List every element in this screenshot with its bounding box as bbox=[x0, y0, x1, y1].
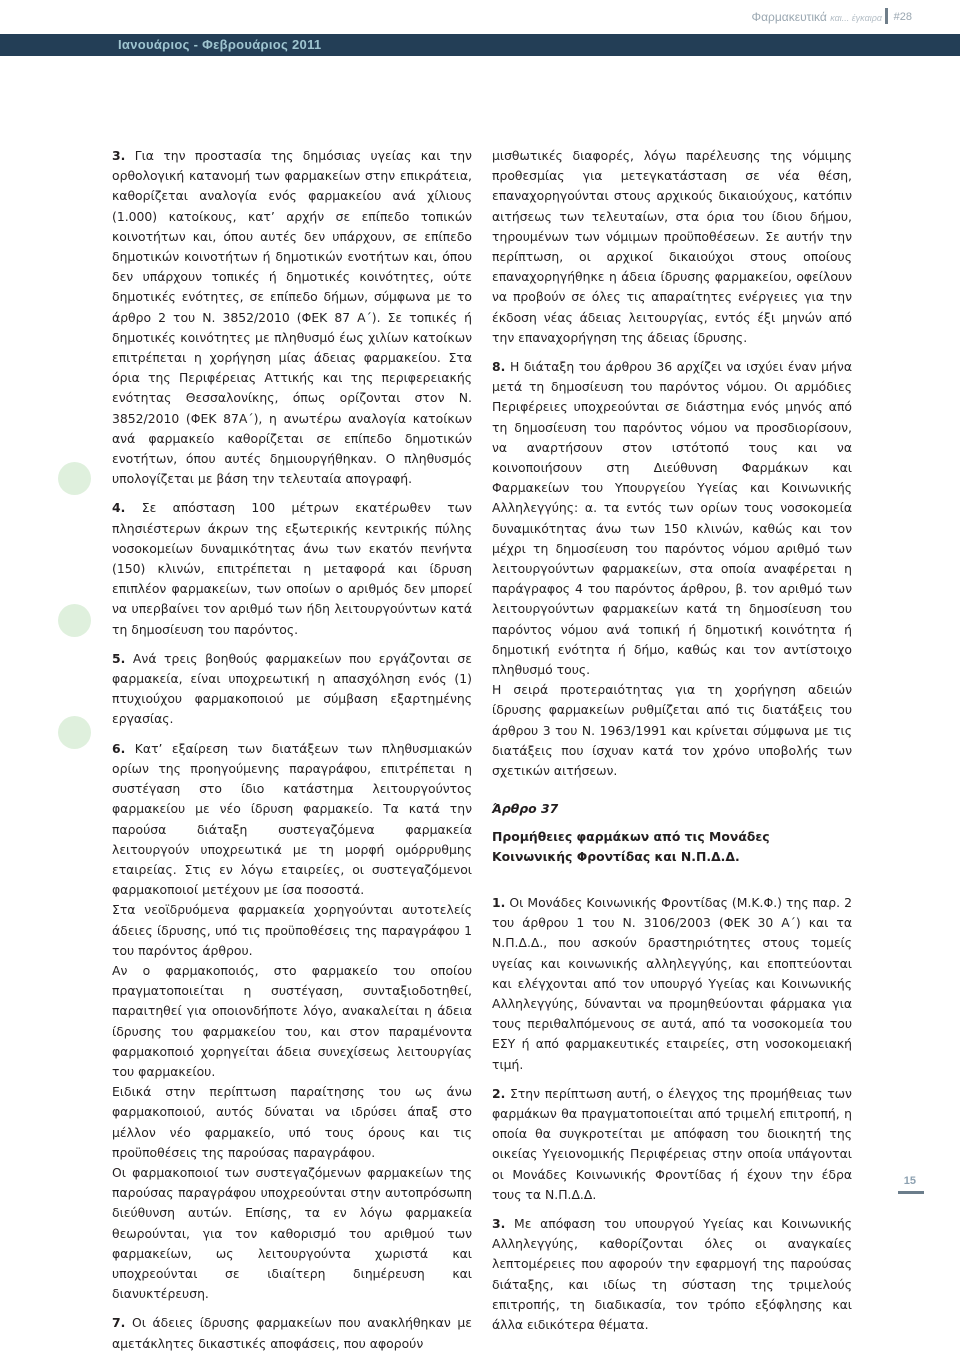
paragraph bbox=[112, 146, 472, 489]
issue-date: Ιανουάριος - Φεβρουάριος 2011 bbox=[118, 37, 322, 52]
paragraph bbox=[112, 1313, 472, 1353]
paragraph-number: 4. bbox=[112, 500, 126, 516]
paragraph-number: 6. bbox=[112, 740, 126, 756]
paragraph-number: 8. bbox=[492, 359, 506, 375]
paragraph-text: Στα νεοϊδρυόμενα φαρμακεία χορηγούνται αυτοτελείς άδειες ίδρυσης, υπό τις προϋποθέσεις της παραγράφου 1 του παρόντος άρθρου. bbox=[112, 902, 472, 958]
paragraph-number: 5. bbox=[112, 650, 126, 666]
paragraph-number: 3. bbox=[112, 148, 126, 163]
page-number: 15 bbox=[903, 1175, 916, 1187]
paragraph bbox=[112, 649, 472, 730]
decorative-dot bbox=[58, 716, 91, 749]
paragraph bbox=[112, 1082, 472, 1163]
paragraph bbox=[112, 961, 472, 1082]
magazine-name: Φαρμακευτικά bbox=[751, 10, 827, 24]
paragraph-text: μισθωτικές διαφορές, λόγω παρέλευσης της νόμιμης προθεσμίας για μετεγκατάσταση σε νέα θέση, επαναχορηγούνται στους αρχικούς δικαιούχους, κατόπιν αιτήσεως των τελευταίων, στα όρια του ίδιου δήμου, τηρουμένων των νόμιμων προϋποθέσεων. Σε αυτήν την περίπτωση, οι αρχικοί δικαιούχοι στους οποίους επαναχορηγήθηκε η άδεια ίδρυσης φαρμακείου, οφείλουν να προβούν σε όλες τις απαραίτητες ενέργειες για την έκδοση νέας άδειας λειτουργίας, εντός έξι μηνών από την επαναχορήγηση της άδειας ίδρυσης. bbox=[492, 148, 852, 345]
paragraph bbox=[112, 498, 472, 639]
header-divider bbox=[885, 8, 888, 24]
decorative-dot bbox=[58, 604, 91, 637]
date-band bbox=[0, 34, 960, 56]
paragraph bbox=[492, 893, 852, 1075]
article-label: Άρθρο 37 bbox=[492, 801, 559, 817]
paragraph bbox=[492, 1214, 852, 1335]
paragraph bbox=[112, 1163, 472, 1304]
paragraph bbox=[492, 146, 852, 348]
magazine-subtitle: και... έγκαιρα bbox=[830, 13, 882, 23]
paragraph-text: Σε απόσταση 100 μέτρων εκατέρωθεν των πλησιέστερων άκρων της εξωτερικής κεντρικής πύλης νοσοκομείων δυναμικότητας άνω των εκατόν πενήντα (150) κλινών, επιτρέπεται η μεταφορά και ίδρυση επιπλέον φαρμακείων, των οποίων ο αριθμός δεν μπορεί να υπερβαίνει τον αριθμό των ήδη λειτουργούντων κατά τη δημοσίευση του παρόντος. bbox=[112, 500, 472, 637]
paragraph bbox=[492, 357, 852, 680]
paragraph-text: Η σειρά προτεραιότητας για τη χορήγηση αδειών ίδρυσης φαρμακείων ρυθμίζεται από τις διατάξεις του άρθρου 3 του Ν. 1963/1991 και κρίνεται σύμφωνα με τις διατάξεις που ίσχυαν κατά τον χρόνο υποβολής των σχετικών αιτήσεων. bbox=[492, 682, 852, 779]
paragraph bbox=[492, 1084, 852, 1205]
paragraph bbox=[112, 900, 472, 961]
article-title: Προμήθειες φαρμάκων από τις Μονάδες Κοινωνικής Φροντίδας και Ν.Π.Δ.Δ. bbox=[492, 828, 770, 864]
decorative-dot bbox=[58, 462, 91, 495]
page-number-bar bbox=[898, 1191, 924, 1194]
left-column bbox=[112, 146, 472, 1363]
magazine-title bbox=[752, 10, 882, 24]
paragraph-text: Οι φαρμακοποιοί των συστεγαζόμενων φαρμακείων της παρούσας παραγράφου υποχρεούνται στην αυτοπρόσωπη διεύθυνση αυτών. Επίσης, τα εν λόγω φαρμακεία θεωρούνται, για τον καθορισμό του αριθμού των φαρμακείων, ως λειτουργούντα χωριστά και υποχρεούνται σε ιδιαίτερη διηµέρευση και διανυκτέρευση. bbox=[112, 1164, 472, 1302]
paragraph-text: Ειδικά στην περίπτωση παραίτησης του ως άνω φαρμακοποιού, αυτός δύναται να ιδρύσει άπαξ στο μέλλον νέο φαρμακείο, υπό τους όρους και τις προϋποθέσεις της παρούσας παραγράφου. bbox=[112, 1084, 472, 1160]
issue-number: #28 bbox=[893, 11, 912, 23]
paragraph-text: Η διάταξη του άρθρου 36 αρχίζει να ισχύει έναν μήνα μετά τη δημοσίευση του παρόντος νόμου. Οι αρμόδιες Περιφέρειες υποχρεούνται σε διάστημα ενός μηνός από τη δημοσίευση του παρόντος νόμου να προσδιορίσουν, να αναρτήσουν στον ιστότοπό τους και να κοινοποιήσουν στη Διεύθυνση Φαρμάκων και Φαρμακείων του Υπουργείου Υγείας και Κοινωνικής Αλληλεγγύης: α. τα εντός των ορίων τους νοσοκομεία δυναμικότητας άνω των 150 κλινών, καθώς και τον μέχρι τη δημοσίευση του παρόντος νόμου αριθμό των λειτουργούντων φαρμακείων, στα οποία αναφέρεται η παράγραφος 4 του παρόντος άρθρου, β. τον αριθμό των λειτουργούντων φαρμακείων κατά τη δημοσίευση του παρόντος νόμου ανά τοπική ή δημοτική κοινότητα ή δημοτική ενότητα ή δήμο, καθώς και τον αντίστοιχο πληθυσμό τους. bbox=[492, 359, 852, 678]
right-column bbox=[492, 146, 852, 1344]
paragraph-text: Κατ’ εξαίρεση των διατάξεων των πληθυσμιακών ορίων της προηγούμενης παραγράφου, επιτρέπεται η συστέγαση στο ίδιο κατάστημα λειτουργούντος φαρμακείου με νέο ίδρυση φαρμακείο. Τα κατά την παρούσα διάταξη συστεγαζόμενα φαρμακεία λειτουργούν υποχρεωτικά με τη μορφή ομόρρυθμης εταιρείας. Στις εν λόγω εταιρείες, οι συστεγαζόμενοι φαρμακοποιοί μετέχουν με ίσα ποσοστά. bbox=[112, 740, 472, 898]
paragraph-text: Οι Μονάδες Κοινωνικής Φροντίδας (Μ.Κ.Φ.) της παρ. 2 του άρθρου 1 του Ν. 3106/2003 (ΦΕΚ 30 Α΄) και τα Ν.Π.Δ.Δ., που ασκούν δραστηριότητες στους τομείς υγείας και κοινωνικής αλληλεγγύης, και εποπτεύονται και ελέγχονται από τον υπουργό Υγείας και Κοινωνικής Αλληλεγγύης, δύνανται να προμηθεύονται φάρμακα για τους περιθαλπόμενους σε αυτά, από τα νοσοκομεία του ΕΣΥ ή από φαρμακευτικές εταιρείες, στη νοσοκομειακή τιμή. bbox=[492, 894, 852, 1072]
paragraph-number: 2. bbox=[492, 1085, 506, 1101]
paragraph-text: Στην περίπτωση αυτή, ο έλεγχος της προμήθειας των φαρμάκων θα πραγματοποιείται από τριμελή επιτροπή, η οποία θα συγκροτείται με απόφαση του διοικητή της οικείας Υγειονομικής Περιφέρειας στην οποία υπάγονται οι Μονάδες Κοινωνικής Φροντίδας ή έχουν την έδρα τους τα Ν.Π.Δ.Δ. bbox=[492, 1085, 852, 1202]
paragraph-number: 1. bbox=[492, 894, 506, 910]
paragraph-text: Για την προστασία της δημόσιας υγείας και την ορθολογική κατανομή των φαρμακείων στην επικράτεια, καθορίζεται αναλογία ενός φαρμακείου ανά χίλιους (1.000) κατοίκους, κατ’ αρχήν σε επίπεδο τοπικών κοινοτήτων και, όπου αυτές δεν υπάρχουν, σε επίπεδο δημοτικών κοινοτήτων ή δημοτικών ενοτήτων και, όπου δεν υπάρχουν τοπικές ή δημοτικές κοινότητες, ούτε δημοτικές ενότητες, σε επίπεδο δήμων, σύμφωνα με το άρθρο 2 του Ν. 3852/2010 (ΦΕΚ 87 Α΄). Σε τοπικές ή δημοτικές κοινότητες με πληθυσμό έως χιλίων κατοίκων επιτρέπεται η χορήγηση μίας άδειας φαρμακείου. Στα όρια της Περιφέρειας Αττικής και της περιφερειακής ενότητας Θεσσαλονίκης, όπως ορίζονται στον Ν. 3852/2010 (ΦΕΚ 87Α΄), η ανωτέρω αναλογία κατοίκων ανά φαρμακείο καθορίζεται σε επίπεδο δημοτικών ενοτήτων, όπου αυτές δημιουργήθηκαν. Ο πληθυσμός υπολογίζεται με βάση την τελευταία απογραφή. bbox=[112, 148, 472, 487]
paragraph bbox=[112, 739, 472, 901]
paragraph-text: Ανά τρεις βοηθούς φαρμακείων που εργάζονται σε φαρμακεία, είναι υποχρεωτική η απασχόληση ενός (1) πτυχιούχου φαρμακοποιού με σύμβαση εξαρτημένης εργασίας. bbox=[112, 650, 472, 727]
paragraph-number: 3. bbox=[492, 1215, 506, 1231]
page-header bbox=[0, 0, 960, 34]
paragraph-text: Οι άδειες ίδρυσης φαρμακείων που ανακλήθηκαν με αμετάκλητες δικαστικές αποφάσεις, που αφορούν bbox=[112, 1315, 472, 1351]
paragraph-text: Αν ο φαρμακοποιός, στο φαρμακείο του οποίου πραγματοποιείται η συστέγαση, συνταξιοδοτηθεί, παραιτηθεί για οποιονδήποτε λόγο, ανακαλείται η άδεια ίδρυσης του φαρμακείου του, και στον παραμένοντα φαρμακοποιό χορηγείται άδεια συνεχίσεως λειτουργίας του φαρμακείου. bbox=[112, 962, 472, 1079]
paragraph-number: 7. bbox=[112, 1315, 126, 1331]
paragraph bbox=[492, 680, 852, 781]
paragraph-text: Με απόφαση του υπουργού Υγείας και Κοινωνικής Αλληλεγγύης, καθορίζονται όλες οι αναγκαίες λεπτομέρειες που αφορούν την εφαρμογή της παρούσας διάταξης, και ιδίως τη σύσταση της τριμελούς επιτροπής, τη διαδικασία, τον τρόπο εξόφλησης και άλλα ειδικότερα θέματα. bbox=[492, 1215, 852, 1332]
